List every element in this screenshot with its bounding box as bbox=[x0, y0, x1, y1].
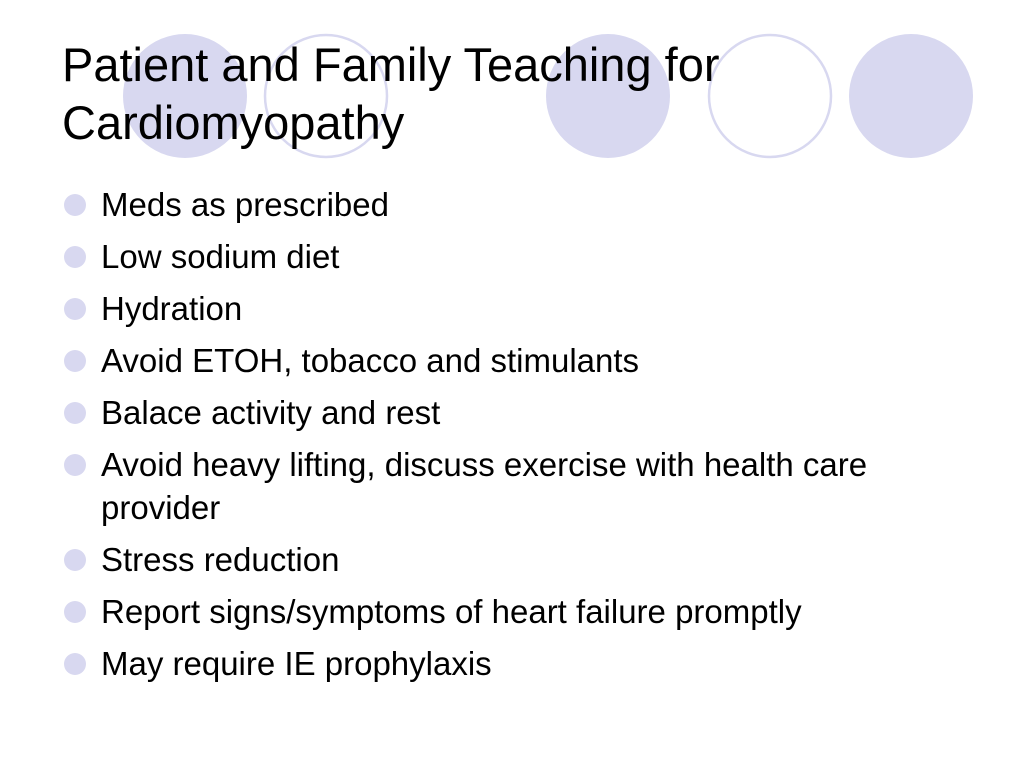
bullet-text: Low sodium diet bbox=[101, 238, 340, 275]
bullet-icon bbox=[64, 350, 86, 372]
bullet-icon bbox=[64, 601, 86, 623]
bullet-text: Avoid ETOH, tobacco and stimulants bbox=[101, 342, 640, 379]
bullet-text: Report signs/symptoms of heart failure promptly bbox=[101, 593, 802, 630]
bullet-icon bbox=[64, 402, 86, 424]
bullet-item bbox=[64, 235, 964, 278]
bullet-item bbox=[64, 590, 964, 633]
slide-title bbox=[62, 36, 962, 152]
bullet-list bbox=[64, 183, 964, 694]
bullet-item bbox=[64, 183, 964, 226]
bullet-icon bbox=[64, 549, 86, 571]
bullet-text: Meds as prescribed bbox=[101, 186, 389, 223]
bullet-icon bbox=[64, 298, 86, 320]
bullet-item bbox=[64, 287, 964, 330]
bullet-icon bbox=[64, 194, 86, 216]
bullet-item bbox=[64, 538, 964, 581]
slide-title-line-2: Cardiomyopathy bbox=[62, 96, 405, 149]
bullet-text: Avoid heavy lifting, discuss exercise with health care provider bbox=[101, 446, 868, 526]
bullet-item bbox=[64, 391, 964, 434]
bullet-icon bbox=[64, 454, 86, 476]
slide-title-line-1: Patient and Family Teaching for bbox=[62, 38, 720, 91]
bullet-icon bbox=[64, 246, 86, 268]
bullet-text: Stress reduction bbox=[101, 541, 340, 578]
bullet-text: Balace activity and rest bbox=[101, 394, 441, 431]
bullet-item bbox=[64, 642, 964, 685]
bullet-text: May require IE prophylaxis bbox=[101, 645, 492, 682]
bullet-text: Hydration bbox=[101, 290, 243, 327]
bullet-icon bbox=[64, 653, 86, 675]
bullet-item bbox=[64, 339, 964, 382]
bullet-item bbox=[64, 443, 964, 529]
